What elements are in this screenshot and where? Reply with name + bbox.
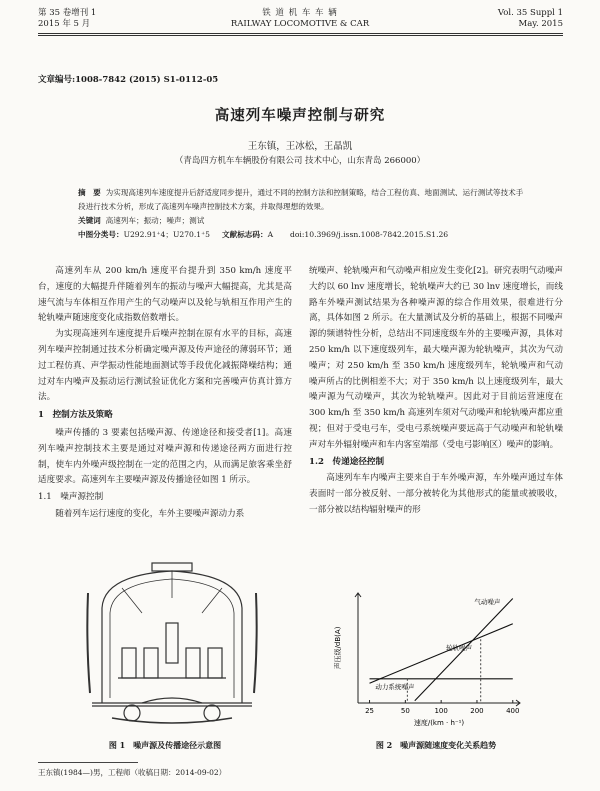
authors: 王东镇，王冰松，王晶凯 <box>247 141 353 152</box>
y-axis-label: 声压级/dB(A) <box>334 626 342 670</box>
x-tick-label: 100 <box>434 707 448 715</box>
header-rule-2 <box>38 35 563 36</box>
series-label-aero: 气动噪声 <box>474 598 501 606</box>
abstract-block <box>78 186 526 242</box>
article-number: 文章编号:1008-7842 (2015) S1-0112-05 <box>38 75 219 85</box>
figure-2-caption: 图 2 噪声源随速度变化关系趋势 <box>375 740 497 750</box>
abstract-text: 摘 要 为实现高速列车速度提升后舒适度同步提升，通过不同的控制方法和控制策略，结合工程仿真、地面测试、运行测试等技术手段进行技术分析，形成了高速列车噪声控制技术方案，并取得理想的效果。 <box>78 188 524 211</box>
journal-issue: Vol. 35 Suppl 1 May. 2015 <box>497 8 563 29</box>
section-heading-1: 1 控制方法及策略 <box>38 410 113 421</box>
series-line-2 <box>370 624 513 683</box>
intro-paragraph-1: 高速列车从 200 km/h 速度平台提升到 350 km/h 速度平台，速度的大幅提升伴随着列车的振动与噪声大幅提高，尤其是高速气流与车体相互作用产生的气动噪声以及轮与轨相互作用产生的轮轨噪声随速度变化成指数倍数增长。 <box>38 266 292 324</box>
right-paragraph-1: 统噪声、轮轨噪声和气动噪声相应发生变化[2]。研究表明气动噪声大约以 60 lnv 速度增长，轮轨噪声大约已 30 lnv 速度增长，而线路车外噪声测试结果为各种噪声源的综合作用效果，很难进行分离，具体如图 2 所示。在大量测试及分析的基础上，根据不同噪声源的频谱特性分析，总结出不同速度级车外的主要噪声源，具体对 250 km/h 以下速度级列车，最大噪声源为轮轨噪声，其次为气动噪声；对 250 km/h 至 350 km/h 速度级列车，轮轨噪声和气动噪声所占的比例相差不大；对于 350 km/h 以上速度级列车，最大噪声源为气动噪声，其次为轮轨噪声。因此对于目前运营速度在 300 km/h 至 350 km/h 高速列车须对气动噪声和轮轨噪声都应重视；但对于受电弓车，受电弓系统噪声要远高于气动噪声和轮轨噪声对车外辐射噪声和车内客室端部（受电弓影响区）噪声的影响。 <box>309 266 563 450</box>
left-column <box>38 264 292 523</box>
x-axis-label: 速度/(km · h⁻¹) <box>413 719 465 727</box>
x-tick-label: 25 <box>365 707 374 715</box>
figure-2-chart <box>330 585 530 735</box>
footnote-rule <box>38 762 138 763</box>
journal-name: 铁 道 机 车 车 辆 RAILWAY LOCOMOTIVE & CAR <box>230 8 370 29</box>
keywords: 关键词 高速列车；振动；噪声；测试 <box>78 216 205 225</box>
subsection-heading-1-2: 1.2 传递途径控制 <box>309 456 385 467</box>
classification: 中图分类号：U292.91⁺4；U270.1⁺5 文献标志码：A doi:10.3969/j.issn.1008-7842.2015.S1.26 <box>78 230 449 239</box>
x-tick-label: 200 <box>470 707 484 715</box>
affiliation: （青岛四方机车车辆股份有限公司 技术中心，山东青岛 266000） <box>174 156 426 166</box>
intro-paragraph-2: 为实现高速列车速度提升后噪声控制在原有水平的目标，高速列车噪声控制通过技术分析确定噪声源及传声途径的薄弱环节；通过工程仿真、声学振动性能地面测试等手段优化减振降噪结构；通过对车内噪声及振动运行测试验证优化方案和完善噪声仿真计算方法。 <box>38 329 292 403</box>
noise-speed-chart <box>330 585 530 735</box>
train-section-diagram <box>82 553 262 729</box>
subsection-heading-1-1: 1.1 噪声源控制 <box>38 492 104 503</box>
series-label-wheel-rail: 轮轨噪声 <box>446 644 473 653</box>
right-column <box>309 264 563 519</box>
right-paragraph-2: 高速列车车内噪声主要来自于车外噪声源，车外噪声通过车体表面时一部分被反射、一部分被转化为其他形式的能量或被吸收，一部分被以结构辐射噪声的形 <box>309 473 563 515</box>
series-label-power: 动力系统噪声 <box>375 682 415 691</box>
x-tick-label: 400 <box>506 707 520 715</box>
figure-1 <box>82 553 262 729</box>
header-rule <box>38 33 563 34</box>
paper-title: 高速列车噪声控制与研究 <box>214 107 386 124</box>
subsection1-paragraph: 随着列车运行速度的变化，车外主要噪声源动力系 <box>55 508 245 519</box>
footnote: 王东镇(1984—)男，工程师（收稿日期：2014-09-02） <box>38 768 227 777</box>
x-tick-label: 50 <box>400 707 410 715</box>
section1-paragraph: 噪声传播的 3 要素包括噪声源、传递途径和接受者[1]。高速列车噪声控制技术主要是通过对噪声源和传递途径两方面进行控制，使车内外噪声级控制在一定的范围之内，从而满足旅客乘坐舒适度要求。高速列车主要噪声源及传播途径如图 1 所示。 <box>38 427 292 486</box>
journal-volume: 第 35 卷增刊 1 2015 年 5 月 <box>38 8 97 29</box>
figure-1-caption: 图 1 噪声源及传播途径示意图 <box>108 740 222 750</box>
